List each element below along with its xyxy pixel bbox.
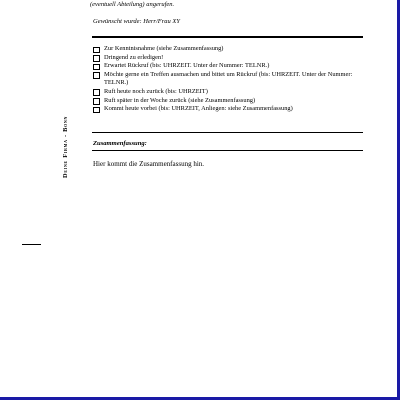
checklist-item-label: Erwartet Rückruf (bis: UHRZEIT. Unter der Nummer: TELNR.) xyxy=(104,62,270,70)
summary-heading: Zusammenfassung: xyxy=(93,140,147,147)
checklist-item[interactable] xyxy=(93,45,363,54)
checklist-bottom-rule xyxy=(92,132,363,133)
requested-person-line: Gewünscht wurde: Herr/Frau XY xyxy=(93,18,180,25)
checkbox-icon[interactable] xyxy=(93,55,100,62)
checklist-item[interactable] xyxy=(93,54,363,63)
sidebar-company-name: Deine Firma - Bonn xyxy=(62,115,69,178)
checkbox-icon[interactable] xyxy=(93,64,100,71)
checkbox-icon[interactable] xyxy=(93,47,100,54)
checkbox-icon[interactable] xyxy=(93,72,100,79)
checklist-item[interactable] xyxy=(93,105,363,114)
checklist xyxy=(93,45,363,114)
checkbox-icon[interactable] xyxy=(93,98,100,105)
checkbox-icon[interactable] xyxy=(93,107,100,114)
checklist-item-label: Zur Kenntnisnahme (siehe Zusammenfassung) xyxy=(104,45,224,52)
fold-mark xyxy=(22,244,41,245)
checklist-item[interactable] xyxy=(93,62,363,71)
checklist-item-label: Kommt heute vorbei (bis: UHRZEIT, Anliegen: siehe Zusammenfassung) xyxy=(104,105,293,113)
checkbox-icon[interactable] xyxy=(93,89,100,96)
checklist-item-label: Dringend zu erledigen! xyxy=(104,53,164,61)
top-rule xyxy=(92,36,363,38)
summary-rule xyxy=(92,150,363,151)
checklist-item[interactable] xyxy=(93,97,363,106)
checklist-item-label: Möchte gerne ein Treffen ausmachen und bittet um Rückruf (bis: UHRZEIT. Unter der Nummer: TELNR.) xyxy=(104,70,353,87)
checklist-item-label: Ruft später in der Woche zurück (siehe Zusammenfassung) xyxy=(104,96,256,104)
callback-line: (eventuell Abteilung) angerufen. xyxy=(90,1,175,8)
checklist-item[interactable] xyxy=(93,71,363,88)
summary-text: Hier kommt die Zusammenfassung hin. xyxy=(93,160,205,168)
checklist-item[interactable] xyxy=(93,88,363,97)
checklist-item-label: Ruft heute noch zurück (bis: UHRZEIT) xyxy=(104,87,208,95)
